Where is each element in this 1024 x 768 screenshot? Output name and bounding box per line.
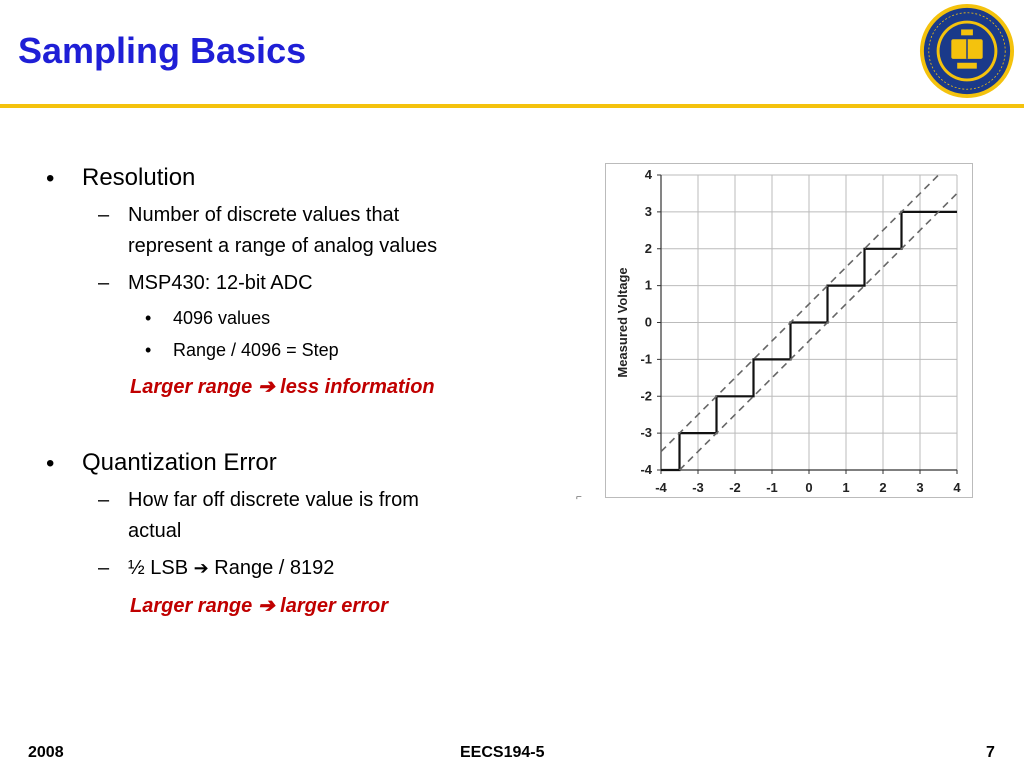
y-tick-label: 2 <box>644 240 652 256</box>
y-tick-label: 1 <box>644 277 652 293</box>
x-tick-label: 0 <box>805 480 813 495</box>
arrow-icon: ➔ <box>257 595 275 617</box>
title-rule <box>0 104 1024 108</box>
emphasis-left: Larger range <box>130 376 253 398</box>
arrow-icon: ➔ <box>257 376 275 398</box>
bullet-dot: • <box>145 340 152 360</box>
resolution-emphasis <box>130 374 435 399</box>
x-tick-label: 4 <box>953 480 961 495</box>
bullet-dot: • <box>46 165 55 192</box>
dash-glyph: – <box>98 557 110 579</box>
bullet-dot: • <box>46 450 55 477</box>
half-lsb-text: ½ LSB <box>128 557 189 579</box>
quantization-sub1-line1: How far off discrete value is from <box>128 489 419 511</box>
y-tick-label: -3 <box>640 425 652 441</box>
x-tick-label: 3 <box>916 480 924 495</box>
quantization-sub1-line2: actual <box>128 520 182 542</box>
resolution-sub2: MSP430: 12-bit ADC <box>128 272 313 294</box>
footer-course: EECS194-5 <box>460 744 545 761</box>
resolution-heading: Resolution <box>82 164 196 191</box>
dash-glyph: – <box>98 272 110 294</box>
bullet-dot: • <box>145 308 152 328</box>
x-tick-label: -4 <box>655 480 667 495</box>
x-tick-label: -1 <box>766 480 778 495</box>
resolution-item-1: 4096 values <box>173 308 271 328</box>
y-tick-label: 4 <box>644 167 652 182</box>
range-8192-text: Range / 8192 <box>214 557 335 579</box>
x-tick-label: 1 <box>842 480 850 495</box>
uc-seal-logo <box>918 2 1016 100</box>
footer-page-number: 7 <box>986 744 995 761</box>
arrow-icon: ➔ <box>193 558 209 578</box>
emphasis-right: larger error <box>280 595 388 617</box>
resolution-sub1-line2: represent a range of analog values <box>128 235 438 257</box>
y-tick-label: -2 <box>640 388 652 404</box>
dash-glyph: – <box>98 204 110 226</box>
x-tick-label: 2 <box>879 480 887 495</box>
y-tick-label: 0 <box>644 314 652 330</box>
y-tick-label: -4 <box>640 462 652 477</box>
y-tick-label: -1 <box>640 351 652 367</box>
resolution-sub1-line1: Number of discrete values that <box>128 204 400 226</box>
resolution-item-2: Range / 4096 = Step <box>173 340 339 360</box>
x-tick-label: -3 <box>692 480 704 495</box>
quantization-chart <box>605 163 973 498</box>
y-tick-label: 3 <box>644 203 652 219</box>
quantization-sub2 <box>128 553 334 584</box>
quantization-heading: Quantization Error <box>82 449 277 476</box>
slide-title: Sampling Basics <box>18 30 307 71</box>
quantization-emphasis <box>130 593 388 618</box>
footer-year: 2008 <box>28 744 64 761</box>
dash-glyph: – <box>98 489 110 511</box>
emphasis-left: Larger range <box>130 595 253 617</box>
emphasis-right: less information <box>280 376 435 398</box>
y-axis-label: Measured Voltage <box>615 267 630 378</box>
stray-mark: ⌐ <box>576 492 582 503</box>
x-tick-label: -2 <box>729 480 741 495</box>
